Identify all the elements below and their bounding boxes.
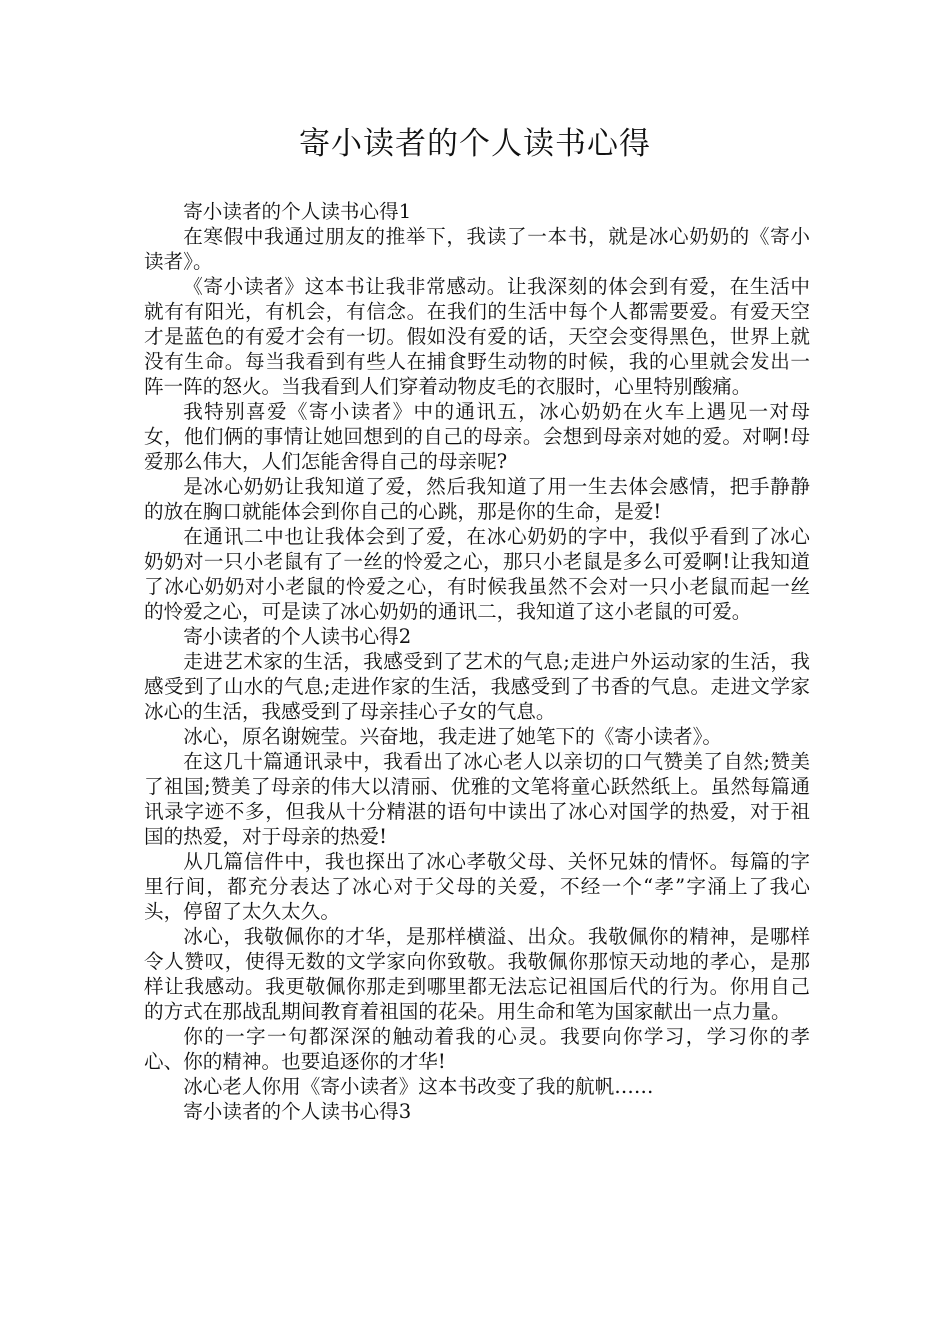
section-heading-1: 寄小读者的个人读书心得1 <box>183 200 412 223</box>
paragraph: 冰心老人你用《寄小读者》这本书改变了我的航帆…… <box>183 1075 654 1098</box>
section-heading-3: 寄小读者的个人读书心得3 <box>183 1100 412 1123</box>
paragraph: 是冰心奶奶让我知道了爱，然后我知道了用一生去体会感情，把手静静的放在胸口就能体会到你自己的心跳，那是你的生命，是爱! <box>144 475 810 523</box>
paragraph: 从几篇信件中，我也探出了冰心孝敬父母、关怀兄妹的情怀。每篇的字里行间，都充分表达了冰心对于父母的关爱，不经一个“孝”字涌上了我心头，停留了太久太久。 <box>144 850 810 923</box>
paragraph: 我特别喜爱《寄小读者》中的通讯五，冰心奶奶在火车上遇见一对母女，他们俩的事情让她回想到的自己的母亲。会想到母亲对她的爱。对啊!母爱那么伟大，人们怎能舍得自己的母亲呢? <box>144 400 810 473</box>
paragraph: 冰心，我敬佩你的才华，是那样横溢、出众。我敬佩你的精神，是哪样令人赞叹，使得无数的文学家向你致敬。我敬佩你那惊天动地的孝心，是那样让我感动。我更敬佩你那走到哪里都无法忘记祖国后代的行为。你用自己的方式在那战乱期间教育着祖国的花朵。用生命和笔为国家献出一点力量。 <box>144 925 810 1023</box>
document-body <box>144 199 810 1124</box>
paragraph: 在这几十篇通讯录中，我看出了冰心老人以亲切的口气赞美了自然;赞美了祖国;赞美了母亲的伟大以清丽、优雅的文笔将童心跃然纸上。虽然每篇通讯录字迹不多，但我从十分精湛的语句中读出了冰心对国学的热爱，对于祖国的热爱，对于母亲的热爱! <box>144 750 810 848</box>
paragraph: 《寄小读者》这本书让我非常感动。让我深刻的体会到有爱，在生活中就有有阳光，有机会，有信念。在我们的生活中每个人都需要爱。有爱天空才是蓝色的有爱才会有一切。假如没有爱的话，天空会变得黑色，世界上就没有生命。每当我看到有些人在捕食野生动物的时候，我的心里就会发出一阵一阵的怒火。当我看到人们穿着动物皮毛的衣服时，心里特别酸痛。 <box>144 275 810 398</box>
section-heading-2: 寄小读者的个人读书心得2 <box>183 625 412 648</box>
document-title: 寄小读者的个人读书心得 <box>299 126 651 162</box>
paragraph: 在通讯二中也让我体会到了爱，在冰心奶奶的字中，我似乎看到了冰心奶奶对一只小老鼠有了一丝的怜爱之心，那只小老鼠是多么可爱啊!让我知道了冰心奶奶对小老鼠的怜爱之心，有时候我虽然不会对一只小老鼠而起一丝的怜爱之心，可是读了冰心奶奶的通讯二，我知道了这小老鼠的可爱。 <box>144 525 810 623</box>
paragraph: 你的一字一句都深深的触动着我的心灵。我要向你学习，学习你的孝心、你的精神。也要追逐你的才华! <box>144 1025 810 1073</box>
paragraph: 冰心，原名谢婉莹。兴奋地，我走进了她笔下的《寄小读者》。 <box>183 725 723 748</box>
paragraph: 走进艺术家的生活，我感受到了艺术的气息;走进户外运动家的生活，我感受到了山水的气息;走进作家的生活，我感受到了书香的气息。走进文学家冰心的生活，我感受到了母亲挂心子女的气息。 <box>144 650 810 723</box>
paragraph: 在寒假中我通过朋友的推举下，我读了一本书，就是冰心奶奶的《寄小读者》。 <box>144 225 810 273</box>
